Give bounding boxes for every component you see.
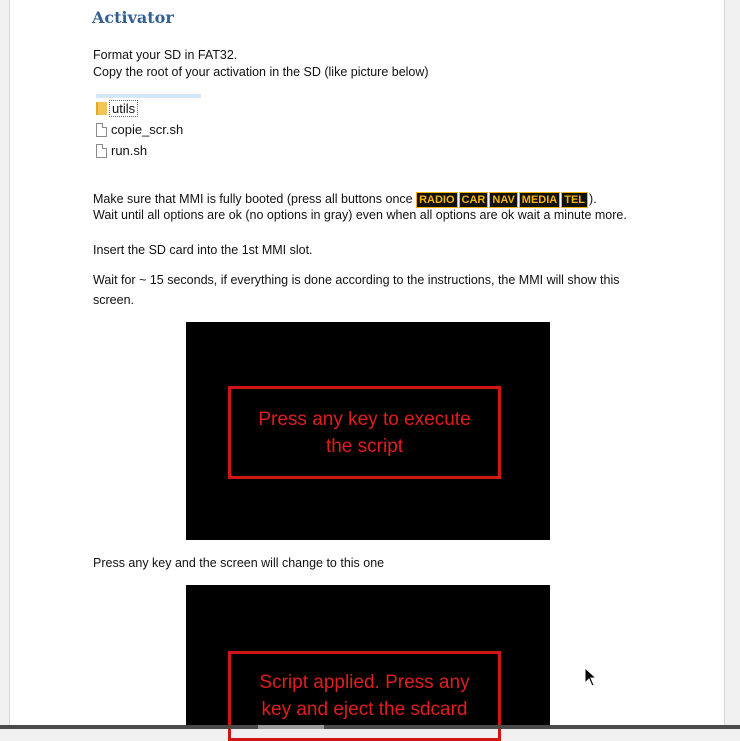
document-page [9,0,725,729]
page-title: Activator [92,8,174,27]
screen-message: Press any key to execute the script [258,408,471,457]
file-name: run.sh [111,143,148,158]
copy-instruction: Copy the root of your activation in the SD (like picture below) [93,65,429,79]
file-item-run[interactable] [96,140,201,161]
press-key-instruction: Press any key and the screen will change to this one [93,556,385,570]
file-name: utils [109,100,138,117]
mmi-button-tel: TEL [561,192,588,208]
format-instruction: Format your SD in FAT32. [93,48,238,62]
mmi-button-car: CAR [459,192,489,208]
insert-instruction: Insert the SD card into the 1st MMI slot. [93,243,313,257]
wait-seconds-instruction-cont: screen. [93,293,134,307]
file-name: copie_scr.sh [111,122,184,137]
mmi-button-media: MEDIA [519,192,560,208]
boot-instruction-text: Make sure that MMI is fully booted (press all buttons once [93,192,417,206]
mmi-screen-image-2 [186,585,550,725]
folder-icon [96,102,107,115]
mmi-button-radio: RADIO [416,192,457,208]
mmi-screen-image-1 [186,322,550,540]
file-icon [96,144,107,158]
boot-instruction [93,191,597,208]
screen-message-box [228,386,501,479]
horizontal-scrollbar[interactable] [0,725,740,729]
mouse-pointer-icon [584,667,597,687]
file-listing [96,94,201,161]
file-icon [96,123,107,137]
file-item-copie-scr[interactable] [96,119,201,140]
file-item-utils[interactable] [96,98,201,119]
screen-message: Script applied. Press any key and eject the sdcard [259,672,470,720]
scrollbar-thumb[interactable] [258,725,324,729]
mmi-button-nav: NAV [489,192,517,208]
boot-instruction-end: ). [589,192,597,206]
wait-seconds-instruction: Wait for ~ 15 seconds, if everything is done according to the instructions, the MMI will show this [93,273,620,287]
wait-instruction: Wait until all options are ok (no options in gray) even when all options are ok wait a minute more. [93,208,627,222]
